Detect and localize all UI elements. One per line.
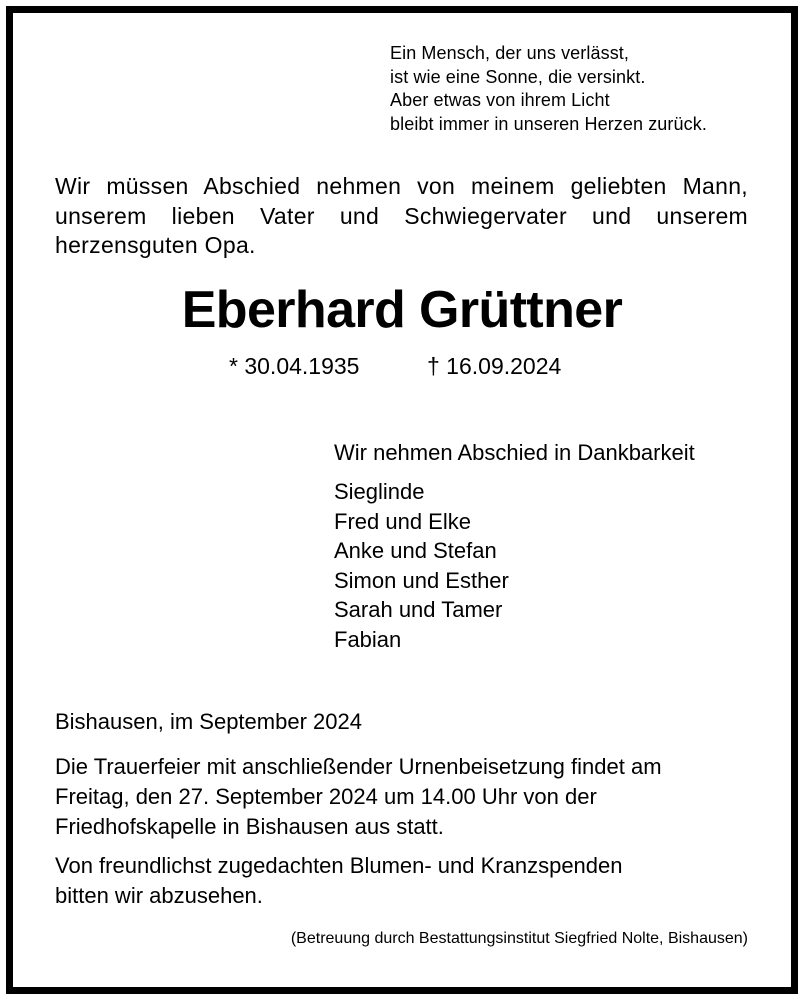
mourner-entry: Fabian	[334, 626, 402, 652]
thanks-line: Wir nehmen Abschied in Dankbarkeit	[334, 440, 695, 465]
flowers-line: Von freundlichst zugedachten Blumen- und Kranzspenden	[55, 853, 623, 878]
undertaker-credit: (Betreuung durch Bestattungsinstitut Siegfried Nolte, Bishausen)	[290, 930, 748, 947]
mourner-entry: Simon und Esther	[334, 567, 509, 593]
death-date: † 16.09.2024	[427, 353, 562, 379]
poem	[390, 42, 707, 136]
poem-line: Ein Mensch, der uns verlässt,	[390, 43, 630, 63]
mourner-entry: Sarah und Tamer	[334, 597, 503, 622]
flowers-line: bitten wir abzusehen.	[55, 883, 263, 908]
poem-line: ist wie eine Sonne, die versinkt.	[390, 66, 646, 87]
mourners-list	[334, 477, 509, 654]
ceremony-line: Die Trauerfeier mit anschließender Urnenbeisetzung findet am	[55, 754, 662, 779]
poem-line: bleibt immer in unseren Herzen zurück.	[390, 113, 707, 134]
deceased-name: Eberhard Grüttner	[181, 281, 623, 339]
mourner-entry: Sieglinde	[334, 479, 425, 504]
mourner-entry: Anke und Stefan	[334, 538, 497, 563]
poem-line: Aber etwas von ihrem Licht	[390, 90, 610, 110]
ceremony-line: Friedhofskapelle in Bishausen aus statt.	[55, 814, 444, 839]
ceremony-info	[55, 752, 755, 842]
place-date: Bishausen, im September 2024	[55, 709, 362, 734]
birth-date: * 30.04.1935	[229, 353, 360, 379]
intro-text: Wir müssen Abschied nehmen von meinem geliebten Mann, unserem lieben Vater und Schwiegervater und unserem herzensguten Opa.	[55, 173, 748, 258]
mourner-entry: Fred und Elke	[334, 508, 471, 534]
ceremony-line: Freitag, den 27. September 2024 um 14.00 Uhr von der	[55, 784, 597, 809]
flowers-note	[55, 851, 755, 911]
